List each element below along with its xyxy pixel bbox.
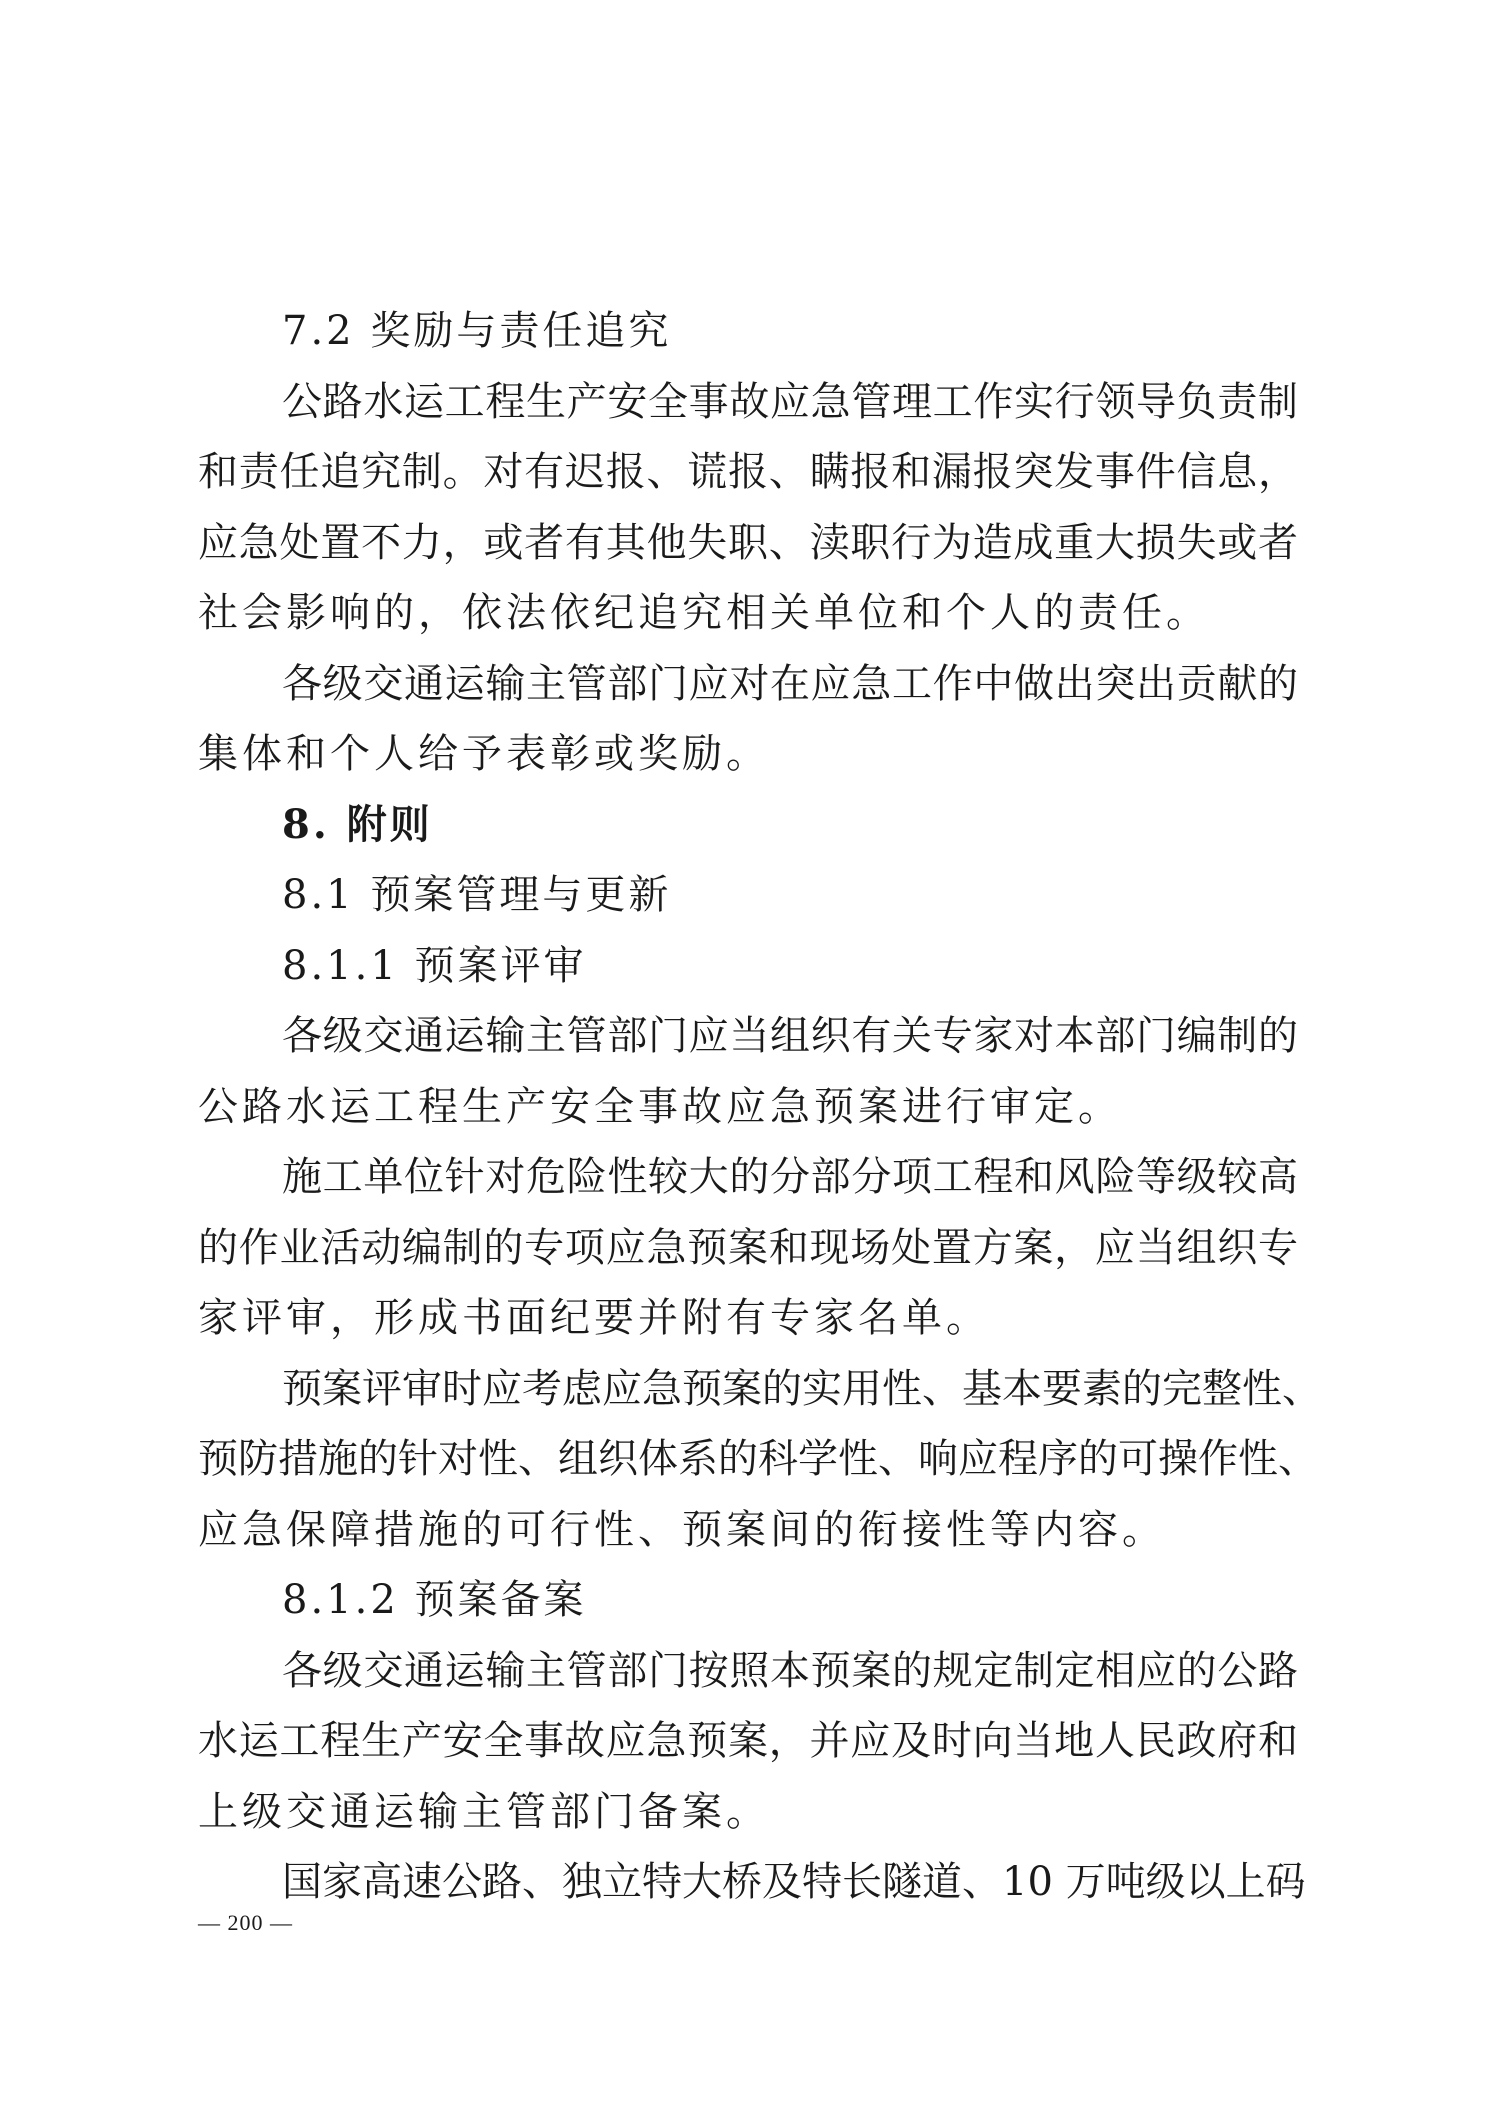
paragraph-line: 各级交通运输主管部门按照本预案的规定制定相应的公路: [282, 1647, 1298, 1694]
section-heading-8-1-2: 8.1.2 预案备案: [282, 1577, 587, 1623]
section-heading-7-2: 7.2 奖励与责任追究: [282, 308, 672, 354]
paragraph-line: 预防措施的针对性、组织体系的科学性、响应程序的可操作性、: [198, 1436, 1318, 1482]
section-heading-8: 8. 附则: [282, 800, 433, 848]
section-heading-8-1: 8.1 预案管理与更新: [282, 872, 672, 918]
paragraph-line: 国家高速公路、独立特大桥及特长隧道、10 万吨级以上码: [282, 1859, 1306, 1905]
paragraph-line: 上级交通运输主管部门备案。: [198, 1788, 770, 1835]
body-text: [198, 296, 1322, 1918]
paragraph-line: 各级交通运输主管部门应对在应急工作中做出突出贡献的: [282, 660, 1298, 707]
paragraph-line: 预案评审时应考虑应急预案的实用性、基本要素的完整性、: [282, 1365, 1322, 1412]
paragraph-line: 和责任追究制。对有迟报、谎报、瞒报和漏报突发事件信息，: [198, 449, 1298, 495]
paragraph-line: 公路水运工程生产安全事故应急管理工作实行领导负责制: [282, 378, 1298, 425]
paragraph-line: 各级交通运输主管部门应当组织有关专家对本部门编制的: [282, 1013, 1298, 1059]
paragraph-line: 应急保障措施的可行性、预案间的衔接性等内容。: [198, 1506, 1166, 1553]
paragraph-line: 集体和个人给予表彰或奖励。: [198, 731, 770, 777]
paragraph-line: 水运工程生产安全事故应急预案，并应及时向当地人民政府和: [198, 1718, 1298, 1764]
paragraph-line: 的作业活动编制的专项应急预案和现场处置方案，应当组织专: [198, 1224, 1298, 1271]
paragraph-line: 家评审，形成书面纪要并附有专家名单。: [198, 1295, 990, 1341]
paragraph-line: 社会影响的，依法依纪追究相关单位和个人的责任。: [198, 590, 1210, 636]
paragraph-line: 应急处置不力，或者有其他失职、渎职行为造成重大损失或者: [198, 519, 1298, 566]
paragraph-line: 施工单位针对危险性较大的分部分项工程和风险等级较高: [282, 1154, 1298, 1200]
section-heading-8-1-1: 8.1.1 预案评审: [282, 942, 587, 989]
paragraph-line: 公路水运工程生产安全事故应急预案进行审定。: [198, 1083, 1122, 1130]
page-number: — 200 —: [198, 1910, 293, 1935]
